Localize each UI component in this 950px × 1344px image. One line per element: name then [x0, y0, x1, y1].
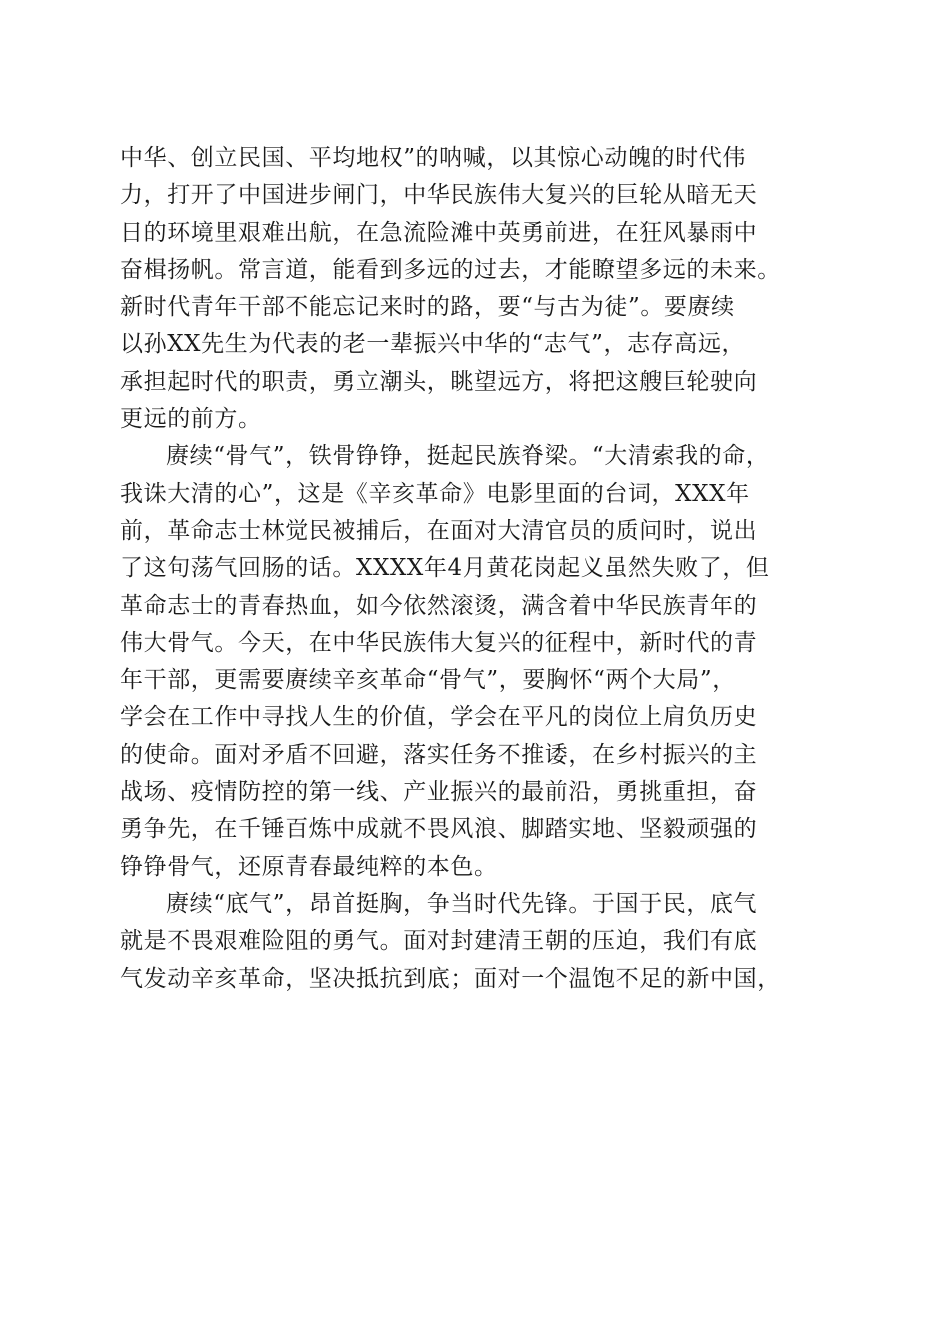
- text-line: 前，革命志士林觉民被捕后，在面对大清官员的质问时，说出: [120, 517, 758, 544]
- text-line: 革命志士的青春热血，如今依然滚烫，满含着中华民族青年的: [120, 592, 758, 619]
- text-line: 以孙XX先生为代表的老一辈振兴中华的“志气”，志存高远，: [120, 331, 746, 358]
- text-line: 更远的前方。: [120, 406, 262, 433]
- text-line: 气发动辛亥革命，坚决抵抗到底；面对一个温饱不足的新中国，: [120, 965, 781, 992]
- text-line: 承担起时代的职责，勇立潮头，眺望远方，将把这艘巨轮驶向: [120, 368, 758, 395]
- text-line: 年干部，更需要赓续辛亥革命“骨气”，要胸怀“两个大局”，: [120, 667, 736, 694]
- text-line: 伟大骨气。今天，在中华民族伟大复兴的征程中，新时代的青: [120, 629, 758, 656]
- text-line: 就是不畏艰难险阻的勇气。面对封建清王朝的压迫，我们有底: [120, 928, 758, 955]
- text-line: 力，打开了中国进步闸门，中华民族伟大复兴的巨轮从暗无天: [120, 182, 758, 209]
- document-body: [120, 140, 832, 998]
- text-line: 学会在工作中寻找人生的价值，学会在平凡的岗位上肩负历史: [120, 704, 758, 731]
- text-line: 了这句荡气回肠的话。XXXX年4月黄花岗起义虽然失败了，但: [120, 555, 770, 582]
- paragraph-start-line: 赓续“底气”，昂首挺胸，争当时代先锋。于国于民，底气: [166, 890, 758, 917]
- text-line: 的使命。面对矛盾不回避，落实任务不推诿，在乡村振兴的主: [120, 741, 758, 768]
- text-line: 铮铮骨气，还原青春最纯粹的本色。: [120, 853, 498, 880]
- text-line: 战场、疫情防控的第一线、产业振兴的最前沿，勇挑重担，奋: [120, 779, 758, 806]
- text-line: 奋楫扬帆。常言道，能看到多远的过去，才能瞭望多远的未来。: [120, 256, 781, 283]
- text-line: 新时代青年干部不能忘记来时的路，要“与古为徒”。要赓续: [120, 294, 735, 321]
- paragraph-start-line: 赓续“骨气”，铁骨铮铮，挺起民族脊梁。“大清索我的命，: [166, 443, 770, 470]
- text-line: 我诛大清的心”，这是《辛亥革命》电影里面的台词，XXX年: [120, 480, 750, 507]
- text-line: 日的环境里艰难出航，在急流险滩中英勇前进，在狂风暴雨中: [120, 219, 758, 246]
- text-line: 勇争先，在千锤百炼中成就不畏风浪、脚踏实地、坚毅顽强的: [120, 816, 758, 843]
- text-line: 中华、创立民国、平均地权”的呐喊，以其惊心动魄的时代伟: [120, 145, 746, 171]
